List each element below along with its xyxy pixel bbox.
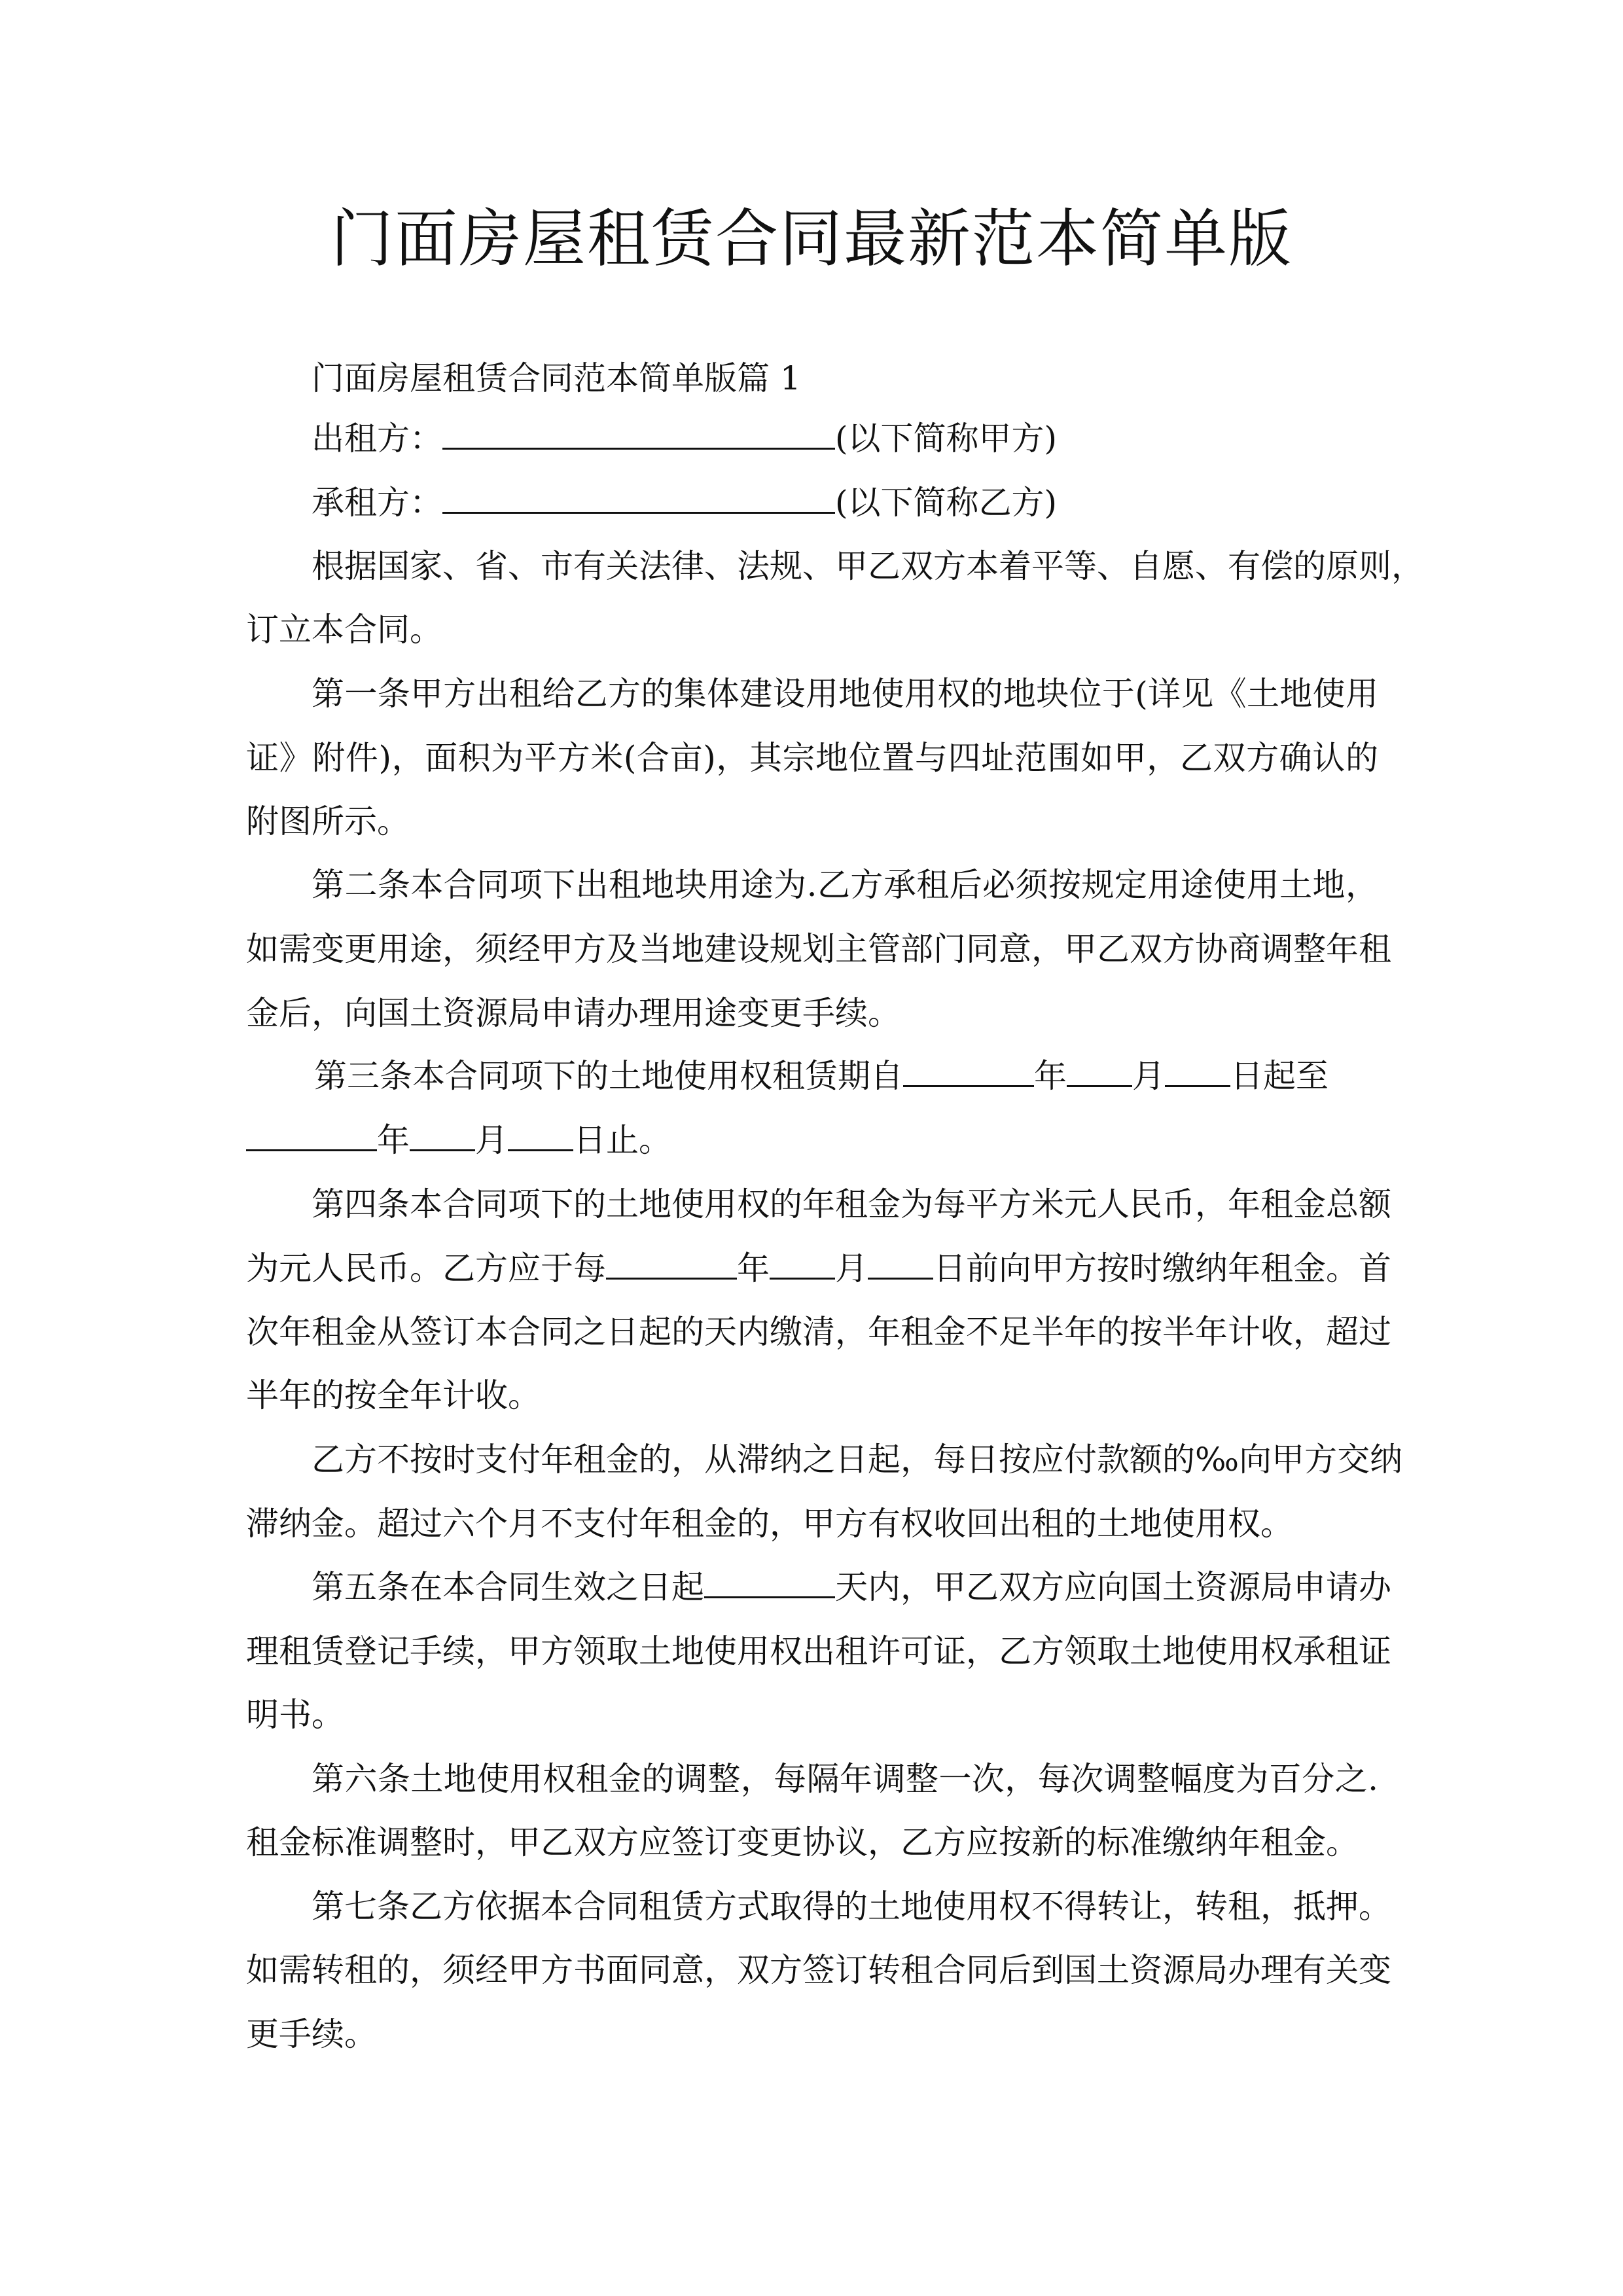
- article-7-line-1: 第七条乙方依据本合同租赁方式取得的土地使用权不得转让，转租，抵押。: [312, 1888, 1391, 1926]
- article-3-line-1: [314, 1056, 1329, 1096]
- article-4-line-2: [246, 1249, 1391, 1288]
- late-fee-line-2: 滞纳金。超过六个月不支付年租金的，甲方有权收回出租的土地使用权。: [246, 1505, 1293, 1543]
- payment-year-blank[interactable]: [606, 1249, 737, 1280]
- year-label: 年: [1034, 1057, 1067, 1095]
- article-7-line-3: 更手续。: [246, 2015, 377, 2053]
- article-4-text: 为元人民币。乙方应于每: [246, 1249, 606, 1287]
- article-2-line-2: 如需变更用途，须经甲方及当地建设规划主管部门同意，甲乙双方协商调整年租: [246, 930, 1391, 968]
- start-year-blank[interactable]: [903, 1056, 1034, 1087]
- lessee-label: 承租方：: [312, 484, 442, 522]
- article-5-text: 第五条在本合同生效之日起: [312, 1568, 704, 1606]
- lessor-field-row: [312, 419, 1057, 458]
- contract-subtitle: 门面房屋租赁合同范本简单版篇 1: [312, 359, 801, 397]
- article-5-line-3: 明书。: [246, 1696, 344, 1734]
- lessor-label: 出租方：: [312, 420, 442, 457]
- article-7-line-2: 如需转租的，须经甲方书面同意，双方签订转租合同后到国土资源局办理有关变: [246, 1951, 1391, 1989]
- article-4-line-3: 次年租金从签订本合同之日起的天内缴清，年租金不足半年的按半年计收，超过: [246, 1313, 1391, 1351]
- end-month-blank[interactable]: [410, 1121, 475, 1151]
- article-3-text: 第三条本合同项下的土地使用权租赁期自: [314, 1057, 903, 1095]
- article-6-line-2: 租金标准调整时，甲乙双方应签订变更协议，乙方应按新的标准缴纳年租金。: [246, 1823, 1359, 1861]
- year-label: 年: [377, 1121, 410, 1159]
- article-4-line-1: 第四条本合同项下的土地使用权的年租金为每平方米元人民币，年租金总额: [312, 1185, 1391, 1223]
- payment-month-blank[interactable]: [770, 1249, 835, 1280]
- end-year-blank[interactable]: [246, 1121, 377, 1151]
- late-fee-line-1: 乙方不按时支付年租金的，从滞纳之日起，每日按应付款额的‰向甲方交纳: [312, 1441, 1403, 1479]
- article-4-text: 日前向甲方按时缴纳年租金。首: [933, 1249, 1391, 1287]
- article-1-line-1: 第一条甲方出租给乙方的集体建设用地使用权的地块位于(详见《土地使用: [312, 675, 1378, 713]
- end-day-blank[interactable]: [508, 1121, 573, 1151]
- article-1-line-2: 证》附件)，面积为平方米(合亩)，其宗地位置与四址范围如甲，乙双方确认的: [246, 739, 1378, 777]
- article-2-line-3: 金后，向国土资源局申请办理用途变更手续。: [246, 994, 901, 1032]
- year-label: 年: [737, 1249, 770, 1287]
- article-6-line-1: 第六条土地使用权租金的调整，每隔年调整一次，每次调整幅度为百分之.: [312, 1760, 1378, 1798]
- day-start-label: 日起至: [1230, 1057, 1329, 1095]
- lessee-field-row: [312, 483, 1057, 522]
- month-label: 月: [1132, 1057, 1165, 1095]
- preamble-line-2: 订立本合同。: [246, 611, 442, 649]
- start-day-blank[interactable]: [1165, 1056, 1230, 1087]
- article-5-line-2: 理租赁登记手续，甲方领取土地使用权出租许可证，乙方领取土地使用权承租证: [246, 1632, 1391, 1670]
- article-5-text: 天内，甲乙双方应向国土资源局申请办: [835, 1568, 1391, 1606]
- lessor-suffix: (以下简称甲方): [835, 420, 1058, 457]
- day-end-label: 日止。: [573, 1121, 671, 1159]
- month-label: 月: [475, 1121, 508, 1159]
- lessor-name-blank[interactable]: [442, 419, 835, 450]
- lessee-suffix: (以下简称乙方): [835, 484, 1058, 522]
- month-label: 月: [835, 1249, 868, 1287]
- document-title: 门面房屋租赁合同最新范本简单版: [330, 202, 1293, 276]
- registration-days-blank[interactable]: [704, 1568, 835, 1598]
- article-2-line-1: 第二条本合同项下出租地块用途为.乙方承租后必须按规定用途使用土地，: [312, 866, 1378, 904]
- lessee-name-blank[interactable]: [442, 483, 835, 514]
- payment-day-blank[interactable]: [868, 1249, 933, 1280]
- article-4-line-4: 半年的按全年计收。: [246, 1376, 541, 1414]
- article-1-line-3: 附图所示。: [246, 802, 410, 840]
- start-month-blank[interactable]: [1067, 1056, 1132, 1087]
- preamble-line-1: 根据国家、省、市有关法律、法规、甲乙双方本着平等、自愿、有偿的原则，: [312, 547, 1424, 585]
- article-5-line-1: [312, 1568, 1391, 1607]
- article-3-line-2: [246, 1121, 671, 1160]
